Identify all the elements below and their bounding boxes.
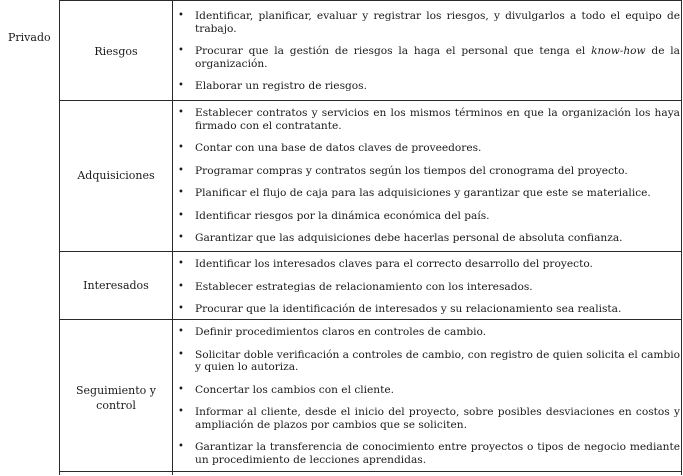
bullet-icon: • (178, 348, 184, 360)
list-item: • Informar al cliente, desde el inicio del proyecto, sobre posibles desviaciones en costos y ampliación de plazos por cambios que se soliciten. (178, 406, 680, 431)
bullet-icon: • (178, 326, 184, 337)
list-interesados (176, 258, 680, 326)
list-item: • Identificar los interesados claves para el correcto desarrollo del proyecto. (178, 258, 593, 270)
list-item: • Planificar el flujo de caja para las adquisiciones y garantizar que este se materialice. (178, 187, 651, 199)
list-item: • Definir procedimientos claros en controles de cambio. (178, 326, 487, 338)
emphasis-text: know-how (591, 45, 646, 57)
column-divider-category (172, 0, 173, 475)
category-label-riesgos: Riesgos (94, 45, 138, 58)
list-item: • Procurar que la gestión de riesgos la haga el personal que tenga el know-how de la organización. (178, 45, 681, 70)
bullet-icon: • (178, 107, 184, 118)
list-item: • Contar con una base de datos claves de proveedores. (178, 142, 482, 154)
table-right-border (681, 0, 682, 475)
bullet-icon: • (178, 280, 184, 292)
bullet-icon: • (178, 187, 184, 198)
bullet-icon: • (178, 258, 184, 269)
category-label-adquisiciones: Adquisiciones (77, 169, 155, 182)
bullet-icon: • (178, 441, 184, 452)
list-item: • Garantizar la transferencia de conocimiento entre proyectos o tipos de negocio mediante un procedimiento de lecciones aprendidas. (178, 441, 680, 466)
column-divider-sector (59, 0, 60, 475)
list-item: • Establecer contratos y servicios en los mismos términos en que la organización los haya firmado con el contratante. (178, 107, 680, 132)
list-riesgos (176, 10, 680, 103)
list-item: • Identificar, planificar, evaluar y registrar los riesgos, y divulgarlos a todo el equipo de trabajo. (178, 10, 680, 35)
bullet-icon: • (178, 10, 184, 21)
bullet-icon: • (178, 164, 184, 176)
category-label-interesados: Interesados (83, 279, 149, 292)
list-item: • Establecer estrategias de relacionamiento con los interesados. (178, 280, 533, 293)
list-adquisiciones (176, 107, 680, 255)
list-item: • Concertar los cambios con el cliente. (178, 383, 395, 396)
list-item: • Solicitar doble verificación a controles de cambio, con registro de quien solicita el cambio y quien lo autoriza. (178, 348, 680, 373)
list-item: • Programar compras y contratos según los tiempos del cronograma del proyecto. (178, 164, 628, 177)
bullet-icon: • (178, 232, 184, 243)
table-top-border (59, 0, 682, 1)
bullet-icon: • (178, 383, 184, 395)
list-item: • Procurar que la identificación de interesados y su relacionamiento sea realista. (178, 303, 622, 315)
category-label-seguimiento: Seguimiento y control (76, 384, 156, 412)
sector-label: Privado (8, 31, 51, 44)
bullet-icon: • (178, 142, 184, 153)
bullet-icon: • (178, 303, 184, 314)
list-seguimiento (176, 326, 680, 476)
list-item: • Identificar riesgos por la dinámica económica del país. (178, 209, 490, 222)
bullet-icon: • (178, 45, 184, 56)
list-item: • Elaborar un registro de riesgos. (178, 80, 367, 92)
bullet-icon: • (178, 80, 184, 91)
list-item: • Garantizar que las adquisiciones debe hacerlas personal de absoluta confianza. (178, 232, 623, 244)
bullet-icon: • (178, 209, 184, 221)
bullet-icon: • (178, 406, 184, 417)
